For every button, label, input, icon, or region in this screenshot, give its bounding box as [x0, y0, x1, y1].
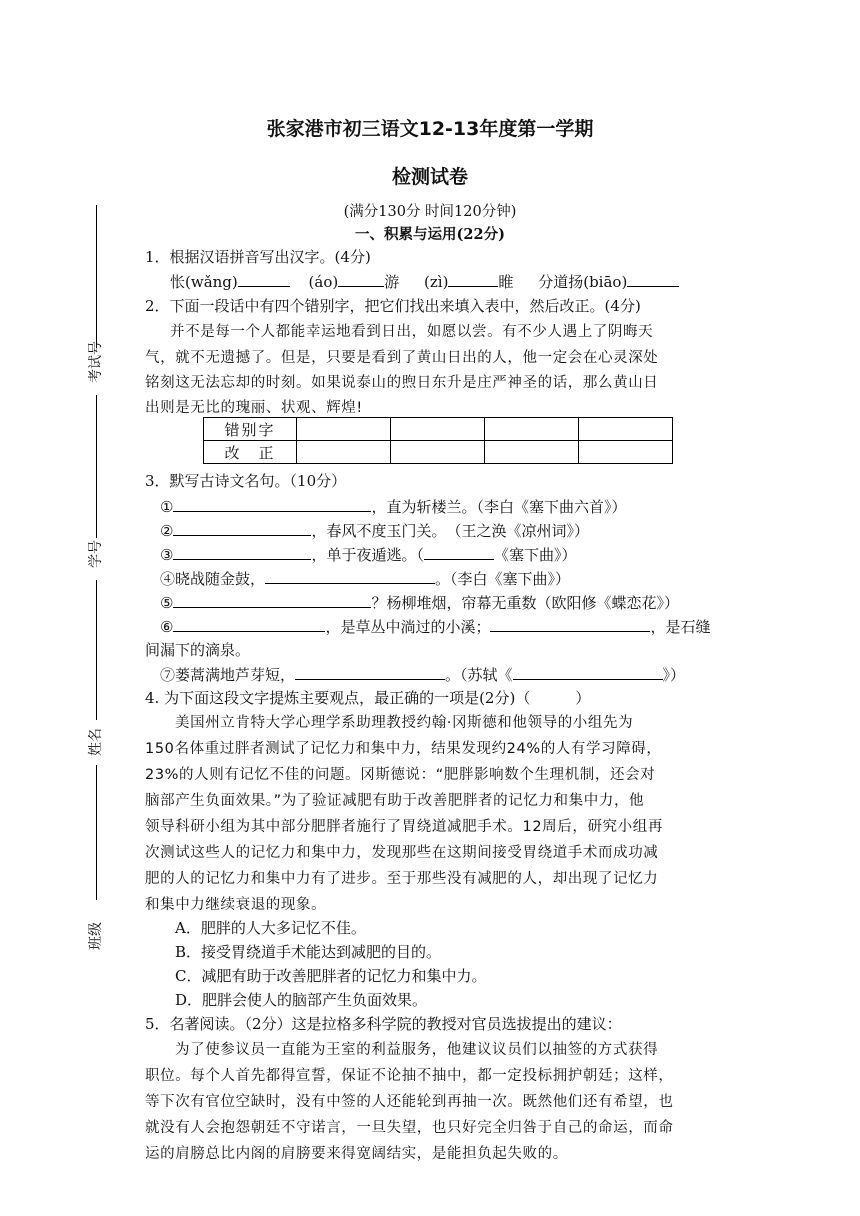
paragraph-line: 脑部产生负面效果。”为了验证减肥有助于改善肥胖者的记忆力和集中力，他	[145, 793, 645, 809]
option-b[interactable]: B．接受胃绕道手术能达到减肥的目的。	[175, 943, 442, 961]
answer-blank[interactable]	[238, 270, 290, 287]
answer-blank[interactable]	[513, 663, 663, 680]
answer-blank[interactable]	[490, 615, 650, 632]
answer-cell[interactable]	[579, 418, 673, 441]
poem-line-6-cont: 间漏下的滴泉。	[145, 641, 251, 659]
answer-cell[interactable]	[391, 441, 485, 464]
poem-line-5	[160, 591, 679, 614]
paragraph-line: 次测试这些人的记忆力和集中力，发现那些在这期间接受胃绕道手术而成功减	[145, 845, 659, 861]
paragraph-line: 铭刻这无法忘却的时刻。如果说泰山的煦日东升是庄严神圣的话，那么黄山日	[145, 375, 659, 391]
answer-blank[interactable]	[173, 591, 371, 608]
answer-cell[interactable]	[391, 418, 485, 441]
poem-text: ④晓战随金鼓，	[160, 570, 266, 588]
name-label: 姓名	[88, 728, 104, 756]
question-4-stem: 4. 为下面这段文字提炼主要观点，最正确的一项是(2分)（ ）	[145, 689, 591, 707]
class-label: 班级	[88, 922, 104, 950]
poem-text: ，单于夜遁逃。（	[311, 546, 424, 564]
exam-subtitle: 检测试卷	[391, 166, 468, 188]
paragraph-line: 肥的人的记忆力和集中力有了进步。至于那些没有减肥的人，却出现了记忆力	[145, 871, 659, 887]
paragraph-line: 运的肩膀总比内阁的肩膀要来得宽阔结实，是能担负起失败的。	[145, 1146, 568, 1162]
item-number: ⑥	[160, 618, 174, 636]
paragraph-line: 并不是每一个人都能幸运地看到日出，如愿以尝。有不少人遇上了阴晦天	[170, 324, 654, 340]
poem-line-7	[160, 663, 685, 686]
table-header-cell: 改 正	[204, 441, 297, 464]
pinyin-item-suffix: 睢	[498, 273, 514, 291]
student-number-label: 学号	[88, 540, 104, 568]
poem-text: ，是石缝	[650, 618, 711, 636]
exam-number-label: 考试号	[88, 341, 104, 383]
paragraph-line: 出则是无比的瑰丽、状观、辉煌!	[145, 400, 363, 416]
answer-blank[interactable]	[295, 663, 445, 680]
pinyin-item: 怅(wǎng)	[170, 273, 238, 291]
poem-text: ，是草丛中淌过的小溪；	[325, 618, 491, 636]
paragraph-line: 和集中力继续衰退的现象。	[145, 897, 327, 913]
question-1-stem: 1．根据汉语拼音写出汉字。(4分)	[145, 248, 371, 266]
answer-cell[interactable]	[485, 418, 579, 441]
option-a[interactable]: A．肥胖的人大多记忆不佳。	[175, 919, 366, 937]
side-divider	[96, 765, 97, 900]
poem-text: 》）	[662, 666, 686, 684]
poem-text: 《塞下曲》）	[493, 546, 577, 564]
answer-cell[interactable]	[297, 418, 391, 441]
poem-text: ，直为斩楼兰。（李白《塞下曲六首》）	[371, 498, 627, 516]
exam-title: 张家港市初三语文12-13年度第一学期	[266, 118, 594, 140]
poem-line-2	[160, 519, 589, 542]
option-c[interactable]: C．减肥有助于改善肥胖者的记忆力和集中力。	[175, 967, 487, 985]
pinyin-item: 分道扬(biāo)	[538, 273, 628, 291]
table-header-cell: 错别字	[204, 418, 297, 441]
poem-line-1	[160, 495, 626, 518]
poem-line-3	[160, 543, 576, 566]
paragraph-line: 为了使参议员一直能为王室的利益服务，他建议议员们以抽签的方式获得	[175, 1042, 659, 1058]
pinyin-item-suffix: 游	[384, 273, 400, 291]
poem-text: ，春风不度玉门关。 （王之涣《凉州词》）	[311, 522, 589, 540]
side-divider	[96, 205, 97, 348]
paragraph-line: 就没有人会抱怨朝廷不守诺言，一旦失望，也只好完全归咎于自己的命运，而命	[145, 1120, 674, 1136]
answer-blank[interactable]	[173, 543, 311, 560]
poem-text: ⑦蒌蒿满地芦芽短，	[160, 666, 296, 684]
poem-text: ？杨柳堆烟，帘幕无重数（欧阳修《蝶恋花》）	[371, 594, 679, 612]
poem-line-4	[160, 567, 570, 590]
answer-blank[interactable]	[424, 543, 494, 560]
pinyin-item: (zì)	[424, 273, 449, 291]
item-number: ⑤	[160, 594, 174, 612]
section-heading: 一、积累与运用(22分)	[355, 226, 505, 243]
paragraph-line: 23%的人则有记忆不佳的问题。冈斯德说：“肥胖影响数个生理机制，还会对	[145, 767, 656, 783]
answer-cell[interactable]	[297, 441, 391, 464]
item-number: ①	[160, 498, 174, 516]
answer-cell[interactable]	[485, 441, 579, 464]
side-divider	[96, 580, 97, 720]
answer-blank[interactable]	[627, 270, 679, 287]
answer-blank[interactable]	[448, 270, 498, 287]
paragraph-line: 职位。每个人首先都得宣誓，保证不论抽不抽中，都一定投标拥护朝廷；这样，	[145, 1068, 674, 1084]
item-number: ③	[160, 546, 174, 564]
side-divider	[96, 395, 97, 538]
score-time: (满分130分 时间120分钟)	[343, 204, 517, 220]
question-1-items	[170, 270, 679, 293]
answer-blank[interactable]	[338, 270, 384, 287]
paragraph-line: 气，就不无遗撼了。但是，只要是看到了黄山日出的人，他一定会在心灵深处	[145, 350, 659, 366]
correction-table	[203, 417, 673, 464]
paragraph-line: 美国州立肯特大学心理学系助理教授约翰·冈斯德和他领导的小组先为	[175, 715, 634, 731]
table-row	[204, 441, 673, 464]
question-5-stem: 5．名著阅读。（2分）这是拉格多科学院的教授对官员选拔提出的建议：	[145, 1015, 622, 1033]
question-2-stem: 2．下面一段话中有四个错别字，把它们找出来填入表中，然后改正。(4分)	[145, 297, 641, 315]
paragraph-line: 等下次有官位空缺时，没有中签的人还能轮到再抽一次。既然他们还有希望，也	[145, 1094, 674, 1110]
question-3-stem: 3．默写古诗文名句。（10分）	[145, 472, 347, 490]
answer-cell[interactable]	[579, 441, 673, 464]
poem-line-6	[160, 615, 710, 638]
pinyin-item: (áo)	[308, 273, 339, 291]
option-d[interactable]: D．肥胖会使人的脑部产生负面效果。	[175, 991, 428, 1009]
poem-text: 。（苏轼《	[445, 666, 513, 684]
paragraph-line: 150名体重过胖者测试了记忆力和集中力，结果发现约24%的人有学习障碍，	[145, 741, 662, 757]
paragraph-line: 领导科研小组为其中部分肥胖者施行了胃绕道减肥手术。12周后，研究小组再	[145, 819, 663, 835]
answer-blank[interactable]	[173, 495, 371, 512]
answer-blank[interactable]	[265, 567, 435, 584]
answer-blank[interactable]	[173, 519, 311, 536]
table-row	[204, 418, 673, 441]
answer-blank[interactable]	[173, 615, 325, 632]
poem-text: 。（李白《塞下曲》）	[435, 570, 571, 588]
item-number: ②	[160, 522, 174, 540]
